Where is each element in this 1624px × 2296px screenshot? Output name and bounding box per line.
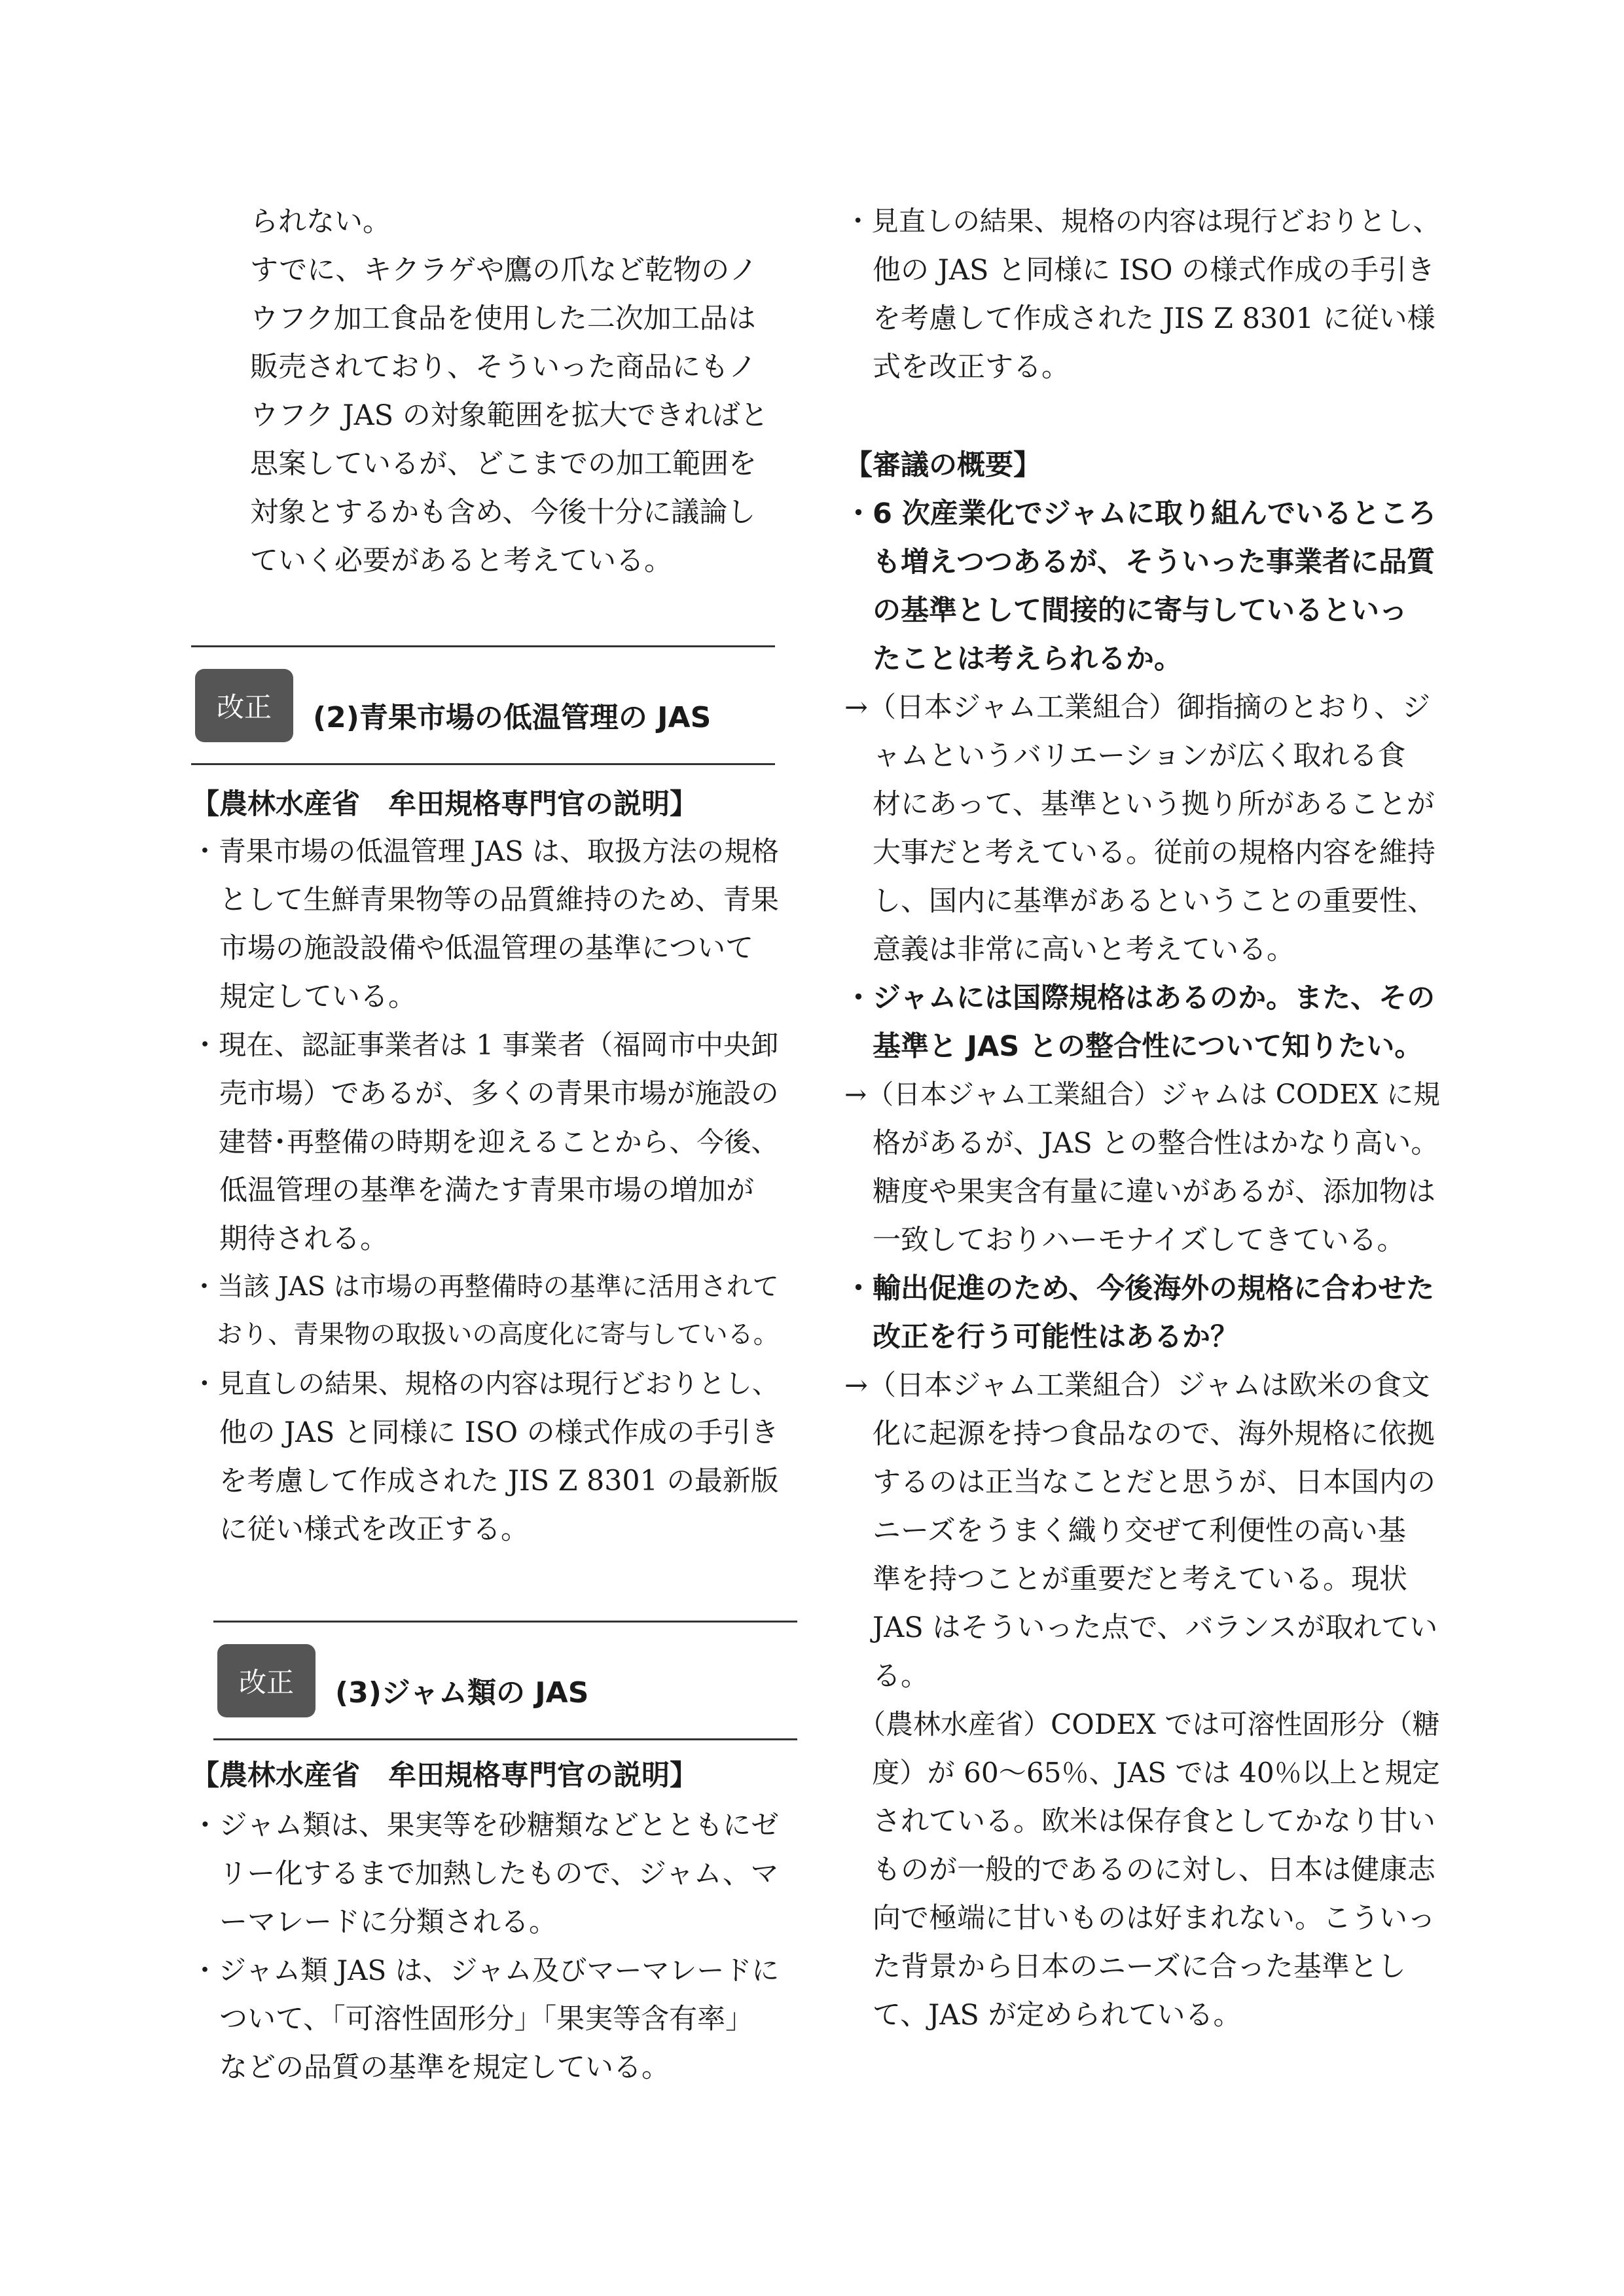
text-line: 改正を行う可能性はあるか？	[844, 1321, 1238, 1354]
text-line: ・ジャム類は、果実等を砂糖類などとともにゼ	[191, 1809, 779, 1842]
text-line: 糖度や果実含有量に違いがあるが、添加物は	[844, 1175, 1435, 1208]
text-line: ・見直しの結果、規格の内容は現行どおりとし、	[844, 206, 1440, 237]
section-3-bottom-rule	[213, 1738, 797, 1740]
text-line: に従い様式を改正する。	[191, 1513, 529, 1546]
text-line: などの品質の基準を規定している。	[191, 2051, 670, 2084]
text-line: JAS はそういった点で、バランスが取れてい	[844, 1611, 1438, 1644]
text-line: 他の JAS と同様に ISO の様式作成の手引き	[191, 1416, 779, 1449]
text-line: 低温管理の基準を満たす青果市場の増加が	[191, 1174, 754, 1207]
text-line: られない。	[250, 206, 391, 238]
text-line: の基準として間接的に寄与しているといっ	[844, 594, 1407, 627]
text-line: た背景から日本のニーズに合った基準とし	[844, 1950, 1406, 1983]
text-line: たことは考えられるか。	[844, 643, 1182, 675]
text-line: 大事だと考えている。従前の規格内容を維持	[844, 836, 1435, 869]
text-line: ・ジャム類 JAS は、ジャム及びマーマレードに	[191, 1954, 780, 1986]
text-line: 市場の施設設備や低温管理の基準について	[191, 932, 754, 965]
text-line: 対象とするかも含め、今後十分に議論し	[250, 496, 756, 529]
text-line: 格があるが、JAS との整合性はかなり高い。	[844, 1127, 1439, 1160]
text-line: ものが一般的であるのに対し、日本は健康志	[844, 1854, 1435, 1886]
text-line: 式を改正する。	[844, 351, 1070, 384]
section-3-heading: 【農林水産省 牟田規格専門官の説明】	[191, 1759, 698, 1792]
text-line: ウフク加工食品を使用した二次加工品は	[250, 302, 756, 335]
text-line: されている。欧米は保存食としてかなり甘い	[844, 1805, 1435, 1838]
section-2-bottom-rule	[191, 763, 775, 765]
text-line: ーマレードに分類される。	[191, 1906, 557, 1939]
text-line: →（日本ジャム工業組合）御指摘のとおり、ジ	[844, 691, 1431, 724]
text-line: を考慮して作成された JIS Z 8301 の最新版	[191, 1465, 779, 1498]
text-line: →（日本ジャム工業組合）ジャムは CODEX に規	[844, 1079, 1440, 1110]
text-line: し、国内に基準があるということの重要性、	[844, 885, 1435, 918]
section-2-top-rule	[191, 645, 775, 647]
text-line: ・輸出促進のため、今後海外の規格に合わせた	[844, 1272, 1435, 1305]
text-line: 意義は非常に高いと考えている。	[844, 933, 1295, 966]
text-line: 基準と JAS との整合性について知りたい。	[844, 1030, 1423, 1063]
text-line: おり、青果物の取扱いの高度化に寄与している。	[191, 1320, 779, 1350]
text-line: するのは正当なことだと思うが、日本国内の	[844, 1466, 1435, 1499]
text-line: すでに、キクラゲや鷹の爪など乾物のノ	[250, 254, 758, 287]
text-line: ・青果市場の低温管理 JAS は、取扱方法の規格	[191, 835, 779, 867]
text-line: 向で極端に甘いものは好まれない。こういっ	[844, 1902, 1435, 1935]
text-line: ャムというバリエーションが広く取れる食	[844, 740, 1406, 772]
text-line: 一致しておりハーモナイズしてきている。	[844, 1224, 1405, 1257]
text-line: て、JAS が定められている。	[844, 1999, 1242, 2032]
text-line: 売市場）であるが、多くの青果市場が施設の	[191, 1077, 779, 1110]
text-line: ・当該 JAS は市場の再整備時の基準に活用されて	[191, 1272, 779, 1302]
text-line: として生鮮青果物等の品質維持のため、青果	[191, 884, 780, 916]
text-line: 度）が 60～65％、JAS では 40％以上と規定	[844, 1757, 1440, 1789]
text-line: ていく必要があると考えている。	[250, 545, 672, 577]
section-3-badge: 改正	[217, 1644, 316, 1717]
text-line: ウフク JAS の対象範囲を拡大できればと	[250, 399, 768, 432]
section-3-top-rule	[213, 1621, 797, 1623]
text-line: る。	[844, 1660, 929, 1693]
text-line: を考慮して作成された JIS Z 8301 に従い様	[844, 302, 1435, 335]
text-line: 準を持つことが重要だと考えている。現状	[844, 1563, 1407, 1596]
text-line: 期待される。	[191, 1223, 388, 1255]
text-line: 材にあって、基準という拠り所があることが	[844, 788, 1435, 821]
section-2-title: (2)青果市場の低温管理の JAS	[313, 701, 712, 734]
text-line: （農林水産省）CODEX では可溶性固形分（糖	[844, 1708, 1440, 1740]
text-line: 建替･再整備の時期を迎えることから、今後、	[191, 1126, 779, 1158]
text-line: 思案しているが、どこまでの加工範囲を	[250, 448, 757, 480]
section-2-heading: 【農林水産省 牟田規格専門官の説明】	[191, 788, 698, 821]
text-line: ニーズをうまく織り交ぜて利便性の高い基	[844, 1515, 1406, 1547]
text-line: 販売されており、そういった商品にもノ	[250, 351, 757, 384]
section-2-badge: 改正	[195, 669, 293, 742]
text-line: 規定している。	[191, 980, 416, 1013]
text-line: ・ジャムには国際規格はあるのか。また、その	[844, 982, 1435, 1014]
text-line: ついて、「可溶性固形分」「果実等含有率」	[191, 2003, 754, 2036]
review-heading: 【審議の概要】	[844, 449, 1041, 482]
text-line: →（日本ジャム工業組合）ジャムは欧米の食文	[844, 1369, 1430, 1402]
text-line: 化に起源を持つ食品なので、海外規格に依拠	[844, 1418, 1435, 1450]
text-line: ・現在、認証事業者は 1 事業者（福岡市中央卸	[191, 1029, 779, 1061]
text-line: ・6 次産業化でジャムに取り組んでいるところ	[844, 497, 1437, 530]
text-line: 他の JAS と同様に ISO の様式作成の手引き	[844, 254, 1435, 287]
section-3-title: (3)ジャム類の JAS	[335, 1676, 589, 1710]
text-line: も増えつつあるが、そういった事業者に品質	[844, 546, 1435, 579]
text-line: リー化するまで加熱したもので、ジャム、マ	[191, 1857, 779, 1890]
text-line: ・見直しの結果、規格の内容は現行どおりとし、	[191, 1368, 779, 1399]
